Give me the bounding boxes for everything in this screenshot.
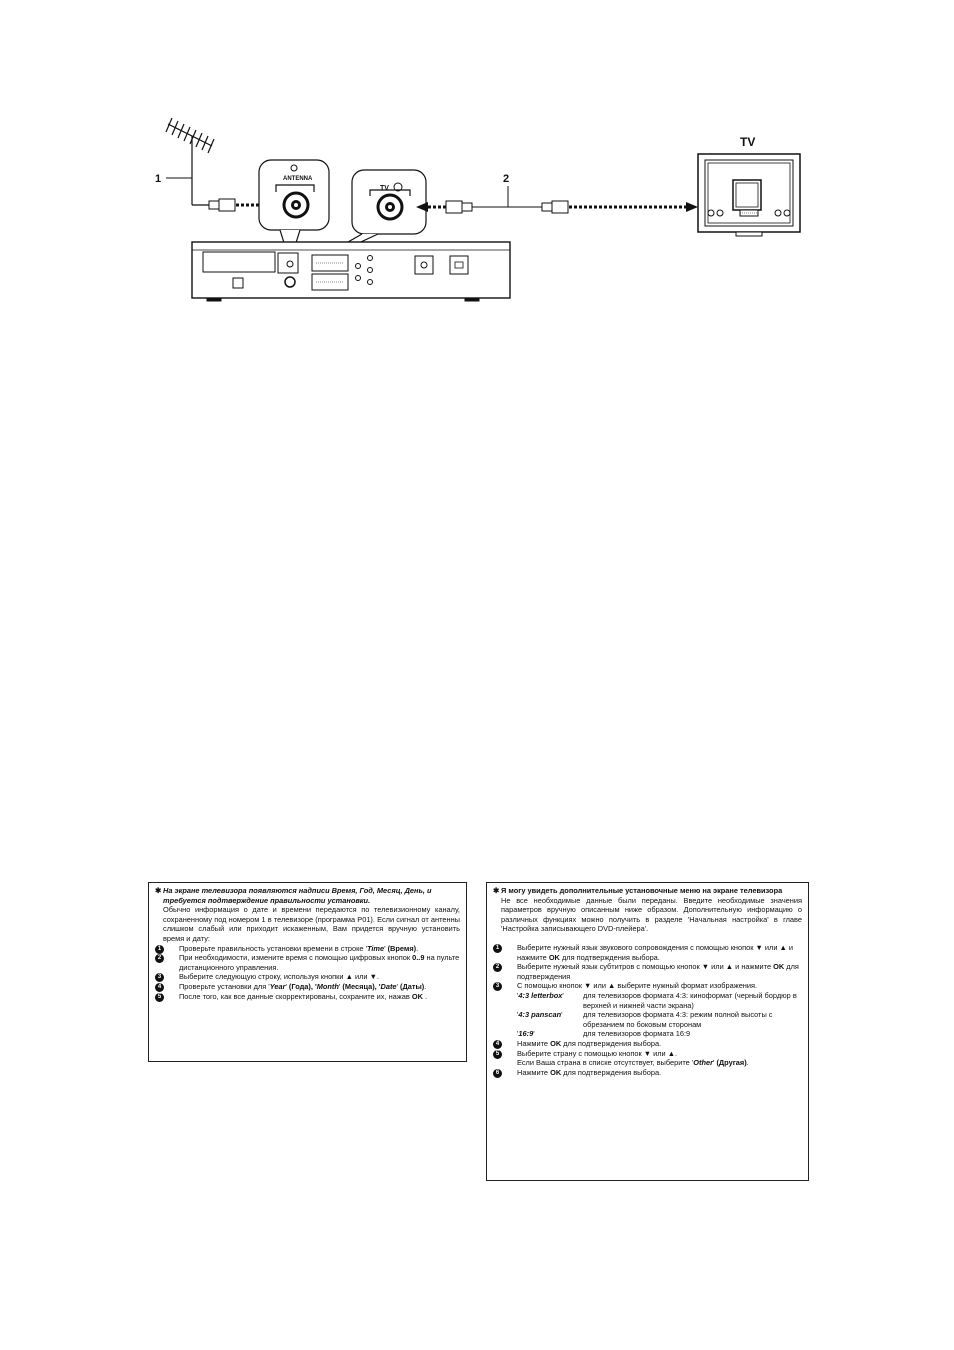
- format-option-letterbox: '4:3 letterbox' для телевизоров формата 4:3: киноформат (черный бордюр в верхней и нижней части экрана): [517, 990, 797, 1010]
- step-number-icon: 6: [493, 1069, 502, 1078]
- step-number-icon: 3: [155, 973, 164, 982]
- step-number-icon: 5: [493, 1050, 502, 1059]
- cable-2-plug-right: [542, 201, 568, 213]
- time-date-note-intro: Обычно информация о дате и времени передаются по телевизионному каналу, сохраненному под номером 1 в телевизоре (программа P01). Если сигнал от антенны слишком слабый или приходит искаженным, Вам придется вручную установить время и дату:: [163, 905, 460, 943]
- list-item: 2 Выберите нужный язык субтитров с помощью кнопок ▼ или ▲ и нажмите OK для подтверждения: [493, 962, 802, 981]
- step-number-icon: 2: [493, 963, 502, 972]
- extra-setup-note-header: ✱ Я могу увидеть дополнительные установочные меню на экране телевизора: [493, 886, 783, 895]
- cable-2-label: 2: [503, 173, 510, 185]
- format-option-16-9: '16:9' для телевизоров формата 16:9: [517, 1029, 691, 1039]
- list-item: 5 Выберите страну с помощью кнопок ▼ или ▲. Если Ваша страна в списке отсутствует, выберите 'Other' (Другая).: [493, 1049, 802, 1068]
- step-number-icon: 4: [493, 1040, 502, 1049]
- step-number-icon: 2: [155, 954, 164, 963]
- step-number-icon: 3: [493, 982, 502, 991]
- step-number-icon: 1: [155, 945, 164, 954]
- asterisk-icon: ✱: [493, 886, 500, 895]
- cable-1-plug: [209, 199, 235, 211]
- dvd-recorder-back-panel: [192, 242, 510, 301]
- list-item: 5 После того, как все данные скорректированы, сохраните их, нажав OK .: [155, 992, 460, 1002]
- format-option-panscan: '4:3 panscan' для телевизоров формата 4:3: режим полной высоты с обрезанием по боковым сторонам: [517, 1010, 773, 1029]
- tv-label: TV: [740, 135, 756, 149]
- connection-diagram: [0, 0, 954, 330]
- step-number-icon: 4: [155, 983, 164, 992]
- step-number-icon: 1: [493, 944, 502, 953]
- list-item: 4 Нажмите OK для подтверждения выбора.: [493, 1039, 802, 1049]
- list-item: 6 Нажмите OK для подтверждения выбора.: [493, 1068, 802, 1078]
- list-item: 4 Проверьте установки для 'Year' (Года), 'Month' (Месяца), 'Date' (Даты).: [155, 982, 460, 992]
- step-number-icon: 5: [155, 993, 164, 1002]
- time-date-note-box: [148, 882, 467, 1062]
- cable-1-label: 1: [155, 173, 162, 185]
- antenna-icon: [166, 118, 214, 205]
- list-item: 1 Выберите нужный язык звукового сопровождения с помощью кнопок ▼ или ▲ и нажмите OK для подтверждения выбора.: [493, 943, 802, 962]
- extra-setup-menus-note-box: [486, 882, 809, 1181]
- time-date-note-header: ✱ На экране телевизора появляются надписи Время, Год, Месяц, День, и требуется подтверждение правильности установки.: [155, 886, 432, 905]
- tv-jack-label: TV: [380, 185, 389, 192]
- list-item: 2 При необходимости, измените время с помощью цифровых кнопок 0..9 на пульте дистанционного управления.: [155, 953, 460, 972]
- list-item: 3 Выберите следующую строку, используя кнопки ▲ или ▼.: [155, 972, 460, 982]
- asterisk-icon: ✱: [155, 886, 162, 895]
- cable-2-plug-left: [446, 201, 472, 213]
- tv-back-panel: [698, 154, 800, 236]
- list-item: 1 Проверьте правильность установки времени в строке 'Time' (Время).: [155, 944, 460, 954]
- list-item: 3 С помощью кнопок ▼ или ▲ выберите нужный формат изображения.: [493, 981, 802, 991]
- extra-setup-note-intro: Не все необходимые данные были переданы. Введите необходимые значения параметров вручную описанным ниже образом. Дополнительную информацию о различных функциях можно получить в разделе 'Начальная настройка' в главе 'Настройка записывающего DVD-плейера'.: [501, 895, 802, 934]
- antenna-jack-label: ANTENNA: [283, 176, 313, 182]
